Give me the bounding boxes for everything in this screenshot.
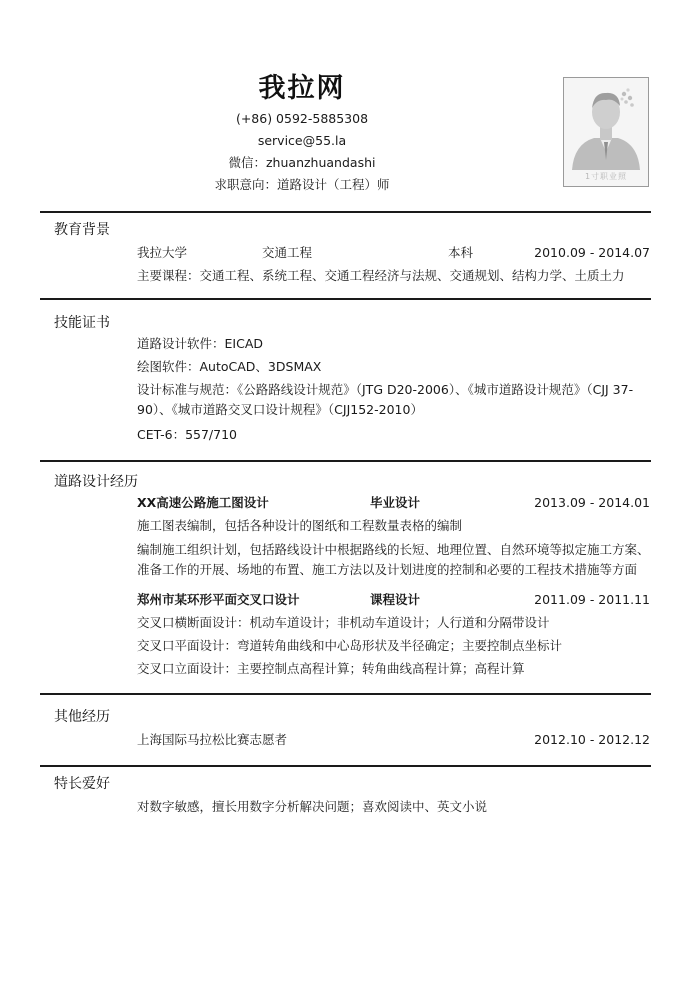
project-detail: 交叉口横断面设计：机动车道设计；非机动车道设计；人行道和分隔带设计 xyxy=(137,615,550,630)
project-date: 2011.09 - 2011.11 xyxy=(534,592,650,607)
section-divider xyxy=(40,460,651,462)
candidate-name: 我拉网 xyxy=(258,73,346,104)
job-objective: 求职意向：道路设计（工程）师 xyxy=(214,177,390,192)
project-detail: 施工图表编制，包括各种设计的图纸和工程数量表格的编制 xyxy=(137,518,463,533)
email-address: service@55.la xyxy=(257,133,347,148)
education-title: 教育背景 xyxy=(54,222,110,238)
project-type: 毕业设计 xyxy=(370,495,421,510)
skill-item: 绘图软件：AutoCAD、3DSMAX xyxy=(137,359,322,374)
skill-item: 设计标准与规范：《公路路线设计规范》（JTG D20-2006）、《城市道路设计规范》（CJJ 37-90）、《城市道路交叉口设计规程》（CJJ152-2010） xyxy=(137,382,634,417)
skills-title: 技能证书 xyxy=(54,315,110,331)
education-courses: 主要课程：交通工程、系统工程、交通工程经济与法规、交通规划、结构力学、土质土力 xyxy=(137,268,625,283)
project-detail: 交叉口立面设计：主要控制点高程计算；转角曲线高程计算；高程计算 xyxy=(137,661,525,676)
other-title: 其他经历 xyxy=(54,709,110,725)
project-name: XX高速公路施工图设计 xyxy=(137,495,269,510)
skill-item: CET-6：557/710 xyxy=(137,427,238,442)
phone-number: (+86) 0592-5885308 xyxy=(235,111,369,126)
hobbies-title: 特长爱好 xyxy=(54,776,110,792)
section-divider xyxy=(40,765,651,767)
hobbies-text: 对数字敏感，擅长用数字分析解决问题；喜欢阅读中、英文小说 xyxy=(137,799,488,814)
wechat-id: 微信：zhuanzhuandashi xyxy=(228,155,376,170)
section-divider xyxy=(40,298,651,300)
project-name: 郑州市某环形平面交叉口设计 xyxy=(137,592,300,607)
project-date: 2013.09 - 2014.01 xyxy=(534,495,650,510)
profile-photo xyxy=(563,77,649,187)
education-date: 2010.09 - 2014.07 xyxy=(534,245,650,260)
project-detail: 交叉口平面设计：弯道转角曲线和中心岛形状及半径确定；主要控制点坐标计 xyxy=(137,638,563,653)
project-detail: 编制施工组织计划，包括路线设计中根据路线的长短、地理位置、自然环境等拟定施工方案、准备工作的开展、场地的布置、施工方法以及计划进度的控制和必要的工程技术措施等方面 xyxy=(137,542,650,577)
major-name: 交通工程 xyxy=(262,245,313,260)
school-name: 我拉大学 xyxy=(137,245,188,260)
project-type: 课程设计 xyxy=(370,592,421,607)
section-divider xyxy=(40,211,651,213)
other-item: 上海国际马拉松比赛志愿者 xyxy=(137,732,288,747)
other-date: 2012.10 - 2012.12 xyxy=(534,732,650,747)
photo-caption: 1寸职业照 xyxy=(584,172,628,181)
section-divider xyxy=(40,693,651,695)
degree-level: 本科 xyxy=(448,245,474,260)
skill-item: 道路设计软件：EICAD xyxy=(137,336,263,351)
person-silhouette-icon xyxy=(564,78,648,186)
design-title: 道路设计经历 xyxy=(54,474,138,490)
